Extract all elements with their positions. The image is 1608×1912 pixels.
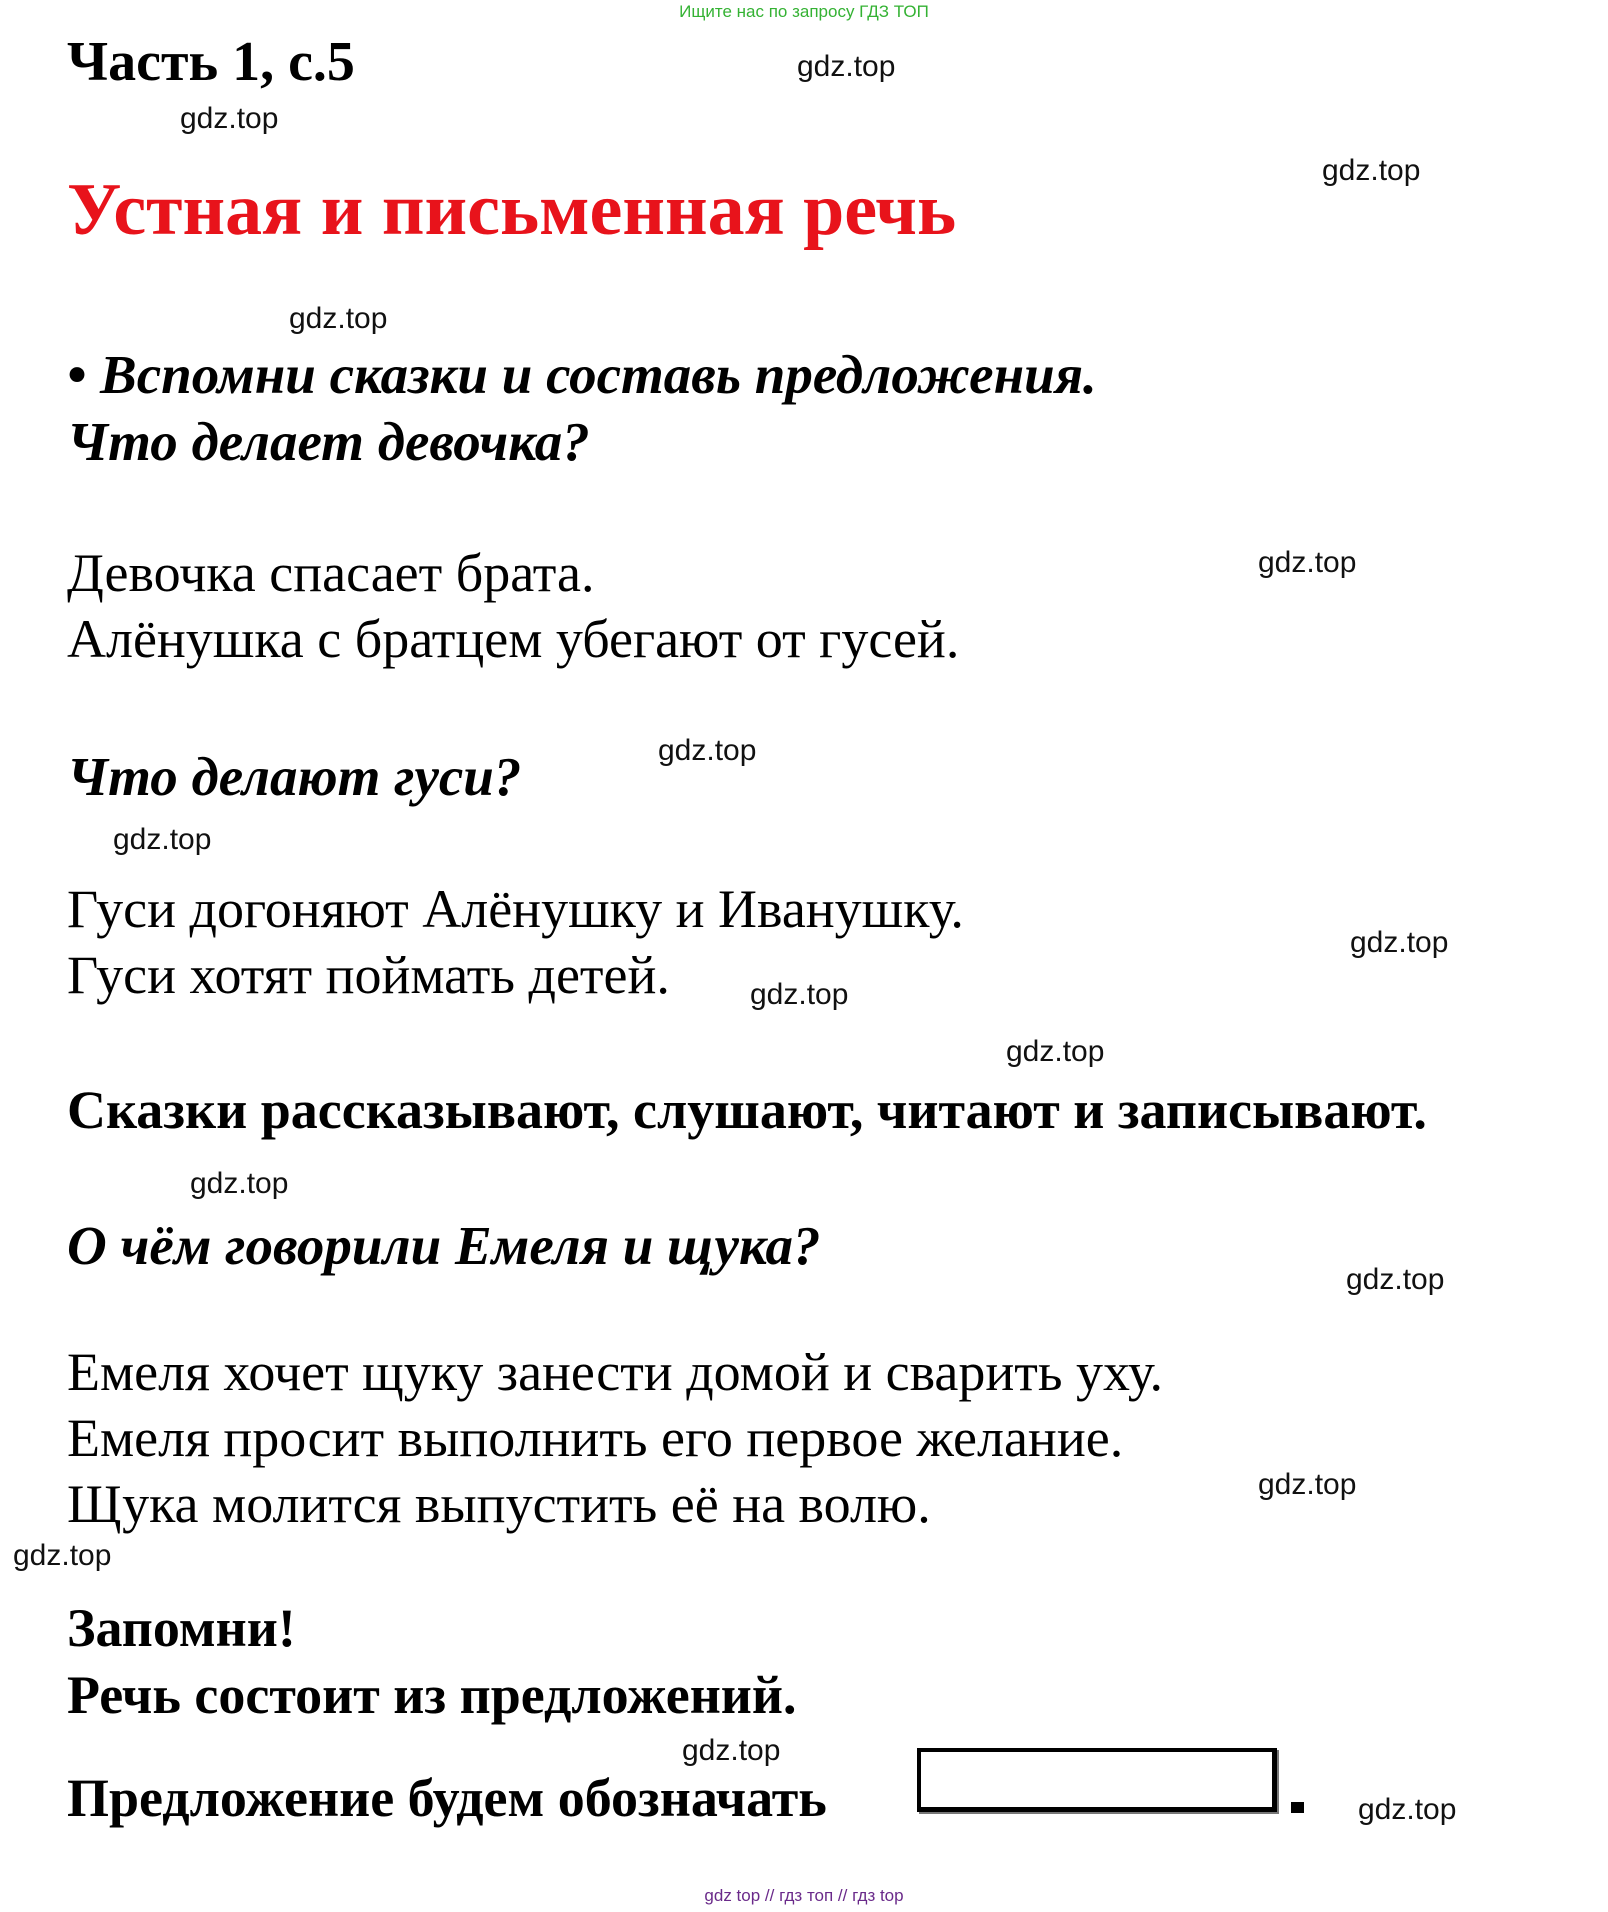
watermark: gdz.top bbox=[1322, 154, 1421, 187]
fairy-tales-statement: Сказки рассказывают, слушают, читают и записывают. bbox=[67, 1080, 1427, 1140]
watermark: gdz.top bbox=[750, 978, 849, 1011]
period-mark bbox=[1291, 1802, 1304, 1813]
question-emelya: О чём говорили Емеля и щука? bbox=[67, 1215, 821, 1276]
watermark: gdz.top bbox=[1346, 1263, 1445, 1296]
notation-text: Предложение будем обозначать bbox=[67, 1768, 827, 1828]
watermark: gdz.top bbox=[180, 102, 279, 135]
watermark: gdz.top bbox=[289, 302, 388, 335]
lesson-title: Устная и письменная речь bbox=[67, 169, 957, 251]
answer-line: Щука молится выпустить её на волю. bbox=[67, 1474, 931, 1534]
remember-heading: Запомни! bbox=[67, 1598, 296, 1658]
watermark: gdz.top bbox=[1006, 1035, 1105, 1068]
part-page-heading: Часть 1, с.5 bbox=[67, 31, 355, 93]
watermark: gdz.top bbox=[1350, 926, 1449, 959]
watermark: gdz.top bbox=[682, 1734, 781, 1767]
answer-line: Девочка спасает брата. bbox=[67, 543, 595, 603]
remember-rule: Речь состоит из предложений. bbox=[67, 1665, 797, 1725]
watermark: gdz.top bbox=[1358, 1793, 1457, 1826]
watermark: gdz.top bbox=[13, 1539, 112, 1572]
question-girl: Что делает девочка? bbox=[67, 411, 590, 472]
watermark: gdz.top bbox=[190, 1167, 289, 1200]
task-instruction: • Вспомни сказки и составь предложения. bbox=[67, 344, 1097, 405]
watermark: gdz.top bbox=[1258, 1468, 1357, 1501]
footer-links[interactable]: gdz top // гдз топ // гдз top bbox=[704, 1886, 904, 1905]
answer-line: Гуси хотят поймать детей. bbox=[67, 945, 670, 1005]
answer-line: Алёнушка с братцем убегают от гусей. bbox=[67, 609, 960, 669]
answer-line: Гуси догоняют Алёнушку и Иванушку. bbox=[67, 879, 964, 939]
header-search-link[interactable]: Ищите нас по запросу ГДЗ ТОП bbox=[679, 2, 929, 21]
watermark: gdz.top bbox=[1258, 546, 1357, 579]
answer-line: Емеля просит выполнить его первое желание. bbox=[67, 1408, 1124, 1468]
sentence-symbol-box bbox=[917, 1748, 1277, 1812]
watermark: gdz.top bbox=[797, 50, 896, 83]
question-geese: Что делают гуси? bbox=[67, 746, 522, 807]
watermark: gdz.top bbox=[658, 734, 757, 767]
answer-line: Емеля хочет щуку занести домой и сварить уху. bbox=[67, 1342, 1164, 1402]
watermark: gdz.top bbox=[113, 823, 212, 856]
